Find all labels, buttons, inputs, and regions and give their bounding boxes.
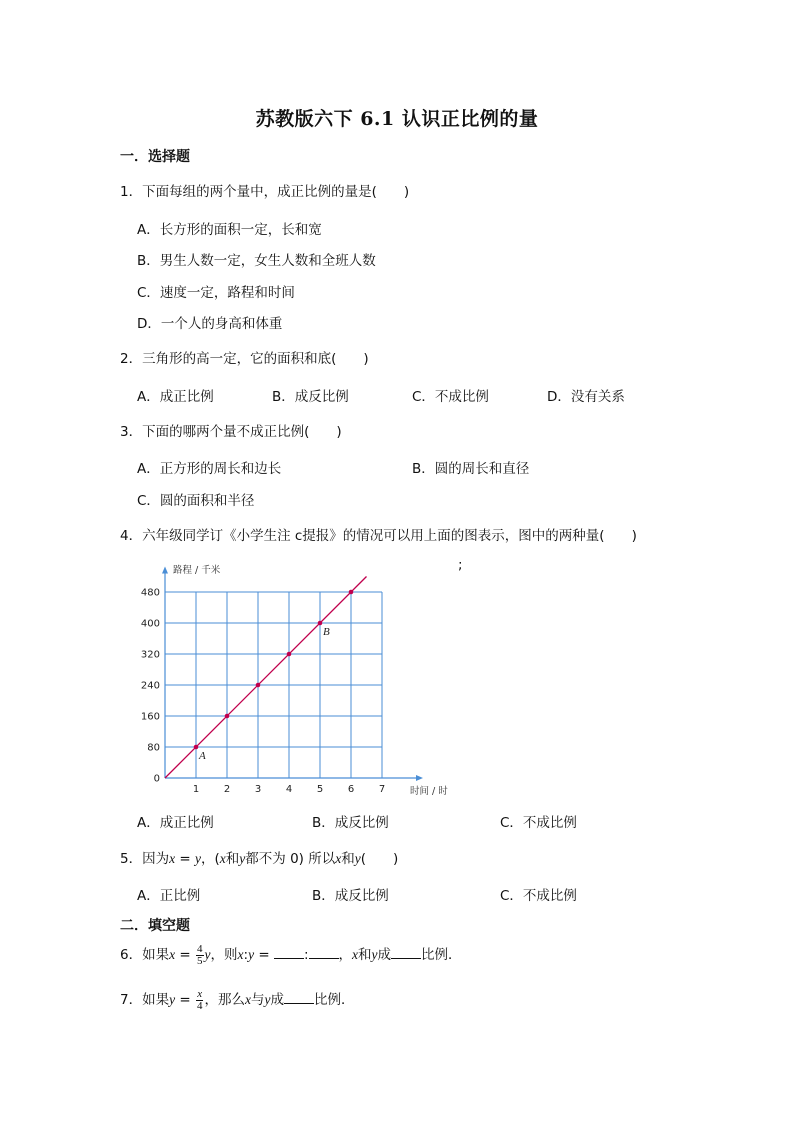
- data-point: [225, 714, 230, 719]
- x-tick-label: 7: [378, 784, 386, 795]
- data-point: [318, 621, 323, 626]
- q5-option-a: A．正比例: [137, 888, 201, 904]
- q5-text-1: 5．因为: [120, 851, 170, 867]
- q2-option-d: D．没有关系: [547, 389, 625, 405]
- y-tick-label: 400: [140, 618, 160, 630]
- q1-option-a: A．长方形的面积一定，长和宽: [137, 222, 322, 238]
- data-point: [256, 683, 261, 688]
- q6-text-3: 成: [377, 947, 392, 963]
- q2-option-b: B．成反比例: [272, 389, 349, 405]
- point-label: A: [199, 750, 206, 762]
- q6-var-x-2: x: [237, 947, 244, 962]
- q7-fraction-num: x: [197, 987, 203, 1000]
- q3-option-b: B．圆的周长和直径: [412, 461, 530, 477]
- q6-blank-3[interactable]: [391, 946, 421, 959]
- q1-option-b: B．男生人数一定，女生人数和全班人数: [137, 253, 376, 269]
- q6-var-y-2: y: [248, 947, 255, 962]
- x-tick-label: 1: [192, 784, 200, 795]
- q5-var-y-2: y: [239, 851, 246, 866]
- q6-var-x: x: [169, 947, 176, 962]
- q7-fraction-den: 4: [197, 999, 203, 1012]
- q6-var-x-3: x: [352, 947, 359, 962]
- q3-option-a: A．正方形的周长和边长: [137, 461, 282, 477]
- y-tick-label: 240: [140, 680, 160, 692]
- q7-text-2: ，那么: [204, 992, 245, 1008]
- x-tick-label: 2: [223, 784, 231, 795]
- q7-text-4: 成: [270, 992, 284, 1008]
- q7-text-5: 比例．: [314, 992, 355, 1008]
- q6-text-2: ，则: [210, 947, 238, 963]
- q6-text-4: 比例．: [421, 947, 462, 963]
- q4-option-a: A．成正比例: [137, 815, 214, 831]
- section-heading-fill: 二．填空题: [120, 918, 190, 934]
- q6-blank-2[interactable]: [309, 946, 339, 959]
- question-4: 4．六年级同学订《小学生注 c提报》的情况可以用上面的图表示，图中的两种量( ): [120, 528, 637, 544]
- q6-equals-2: =: [254, 947, 274, 963]
- q5-var-x-3: x: [335, 851, 342, 866]
- q5-option-c: C．不成比例: [500, 888, 577, 904]
- q5-text-6: ( ): [360, 851, 399, 867]
- q6-var-y: y: [204, 947, 211, 962]
- q7-text-3: 与: [251, 992, 265, 1008]
- point-label: B: [323, 626, 330, 638]
- q5-text-2: ，(: [201, 851, 220, 867]
- q5-equals: =: [175, 851, 195, 867]
- q3-option-c: C．圆的面积和半径: [137, 493, 255, 509]
- q4-option-b: B．成反比例: [312, 815, 389, 831]
- distance-time-chart: [140, 552, 470, 800]
- y-tick-label: 80: [147, 742, 160, 754]
- q2-option-c: C．不成比例: [412, 389, 489, 405]
- q7-var-y: y: [169, 992, 176, 1007]
- q6-colon: :: [243, 947, 249, 963]
- x-tick-label: 3: [254, 784, 262, 795]
- y-axis-arrow: [162, 567, 168, 574]
- y-axis-label: 路程 / 千米: [173, 565, 221, 576]
- chart-tick-labels: [141, 588, 385, 796]
- question-7: [120, 986, 355, 1014]
- question-6: 6．如果x = $\frac{4}{5}$ y，则x:y = : ，x和y成 比例．: [120, 942, 462, 967]
- q5-var-x-2: x: [219, 851, 226, 866]
- x-tick-label: 6: [347, 784, 355, 795]
- y-tick-label: 480: [140, 587, 160, 599]
- q6-blank-1[interactable]: [274, 946, 304, 959]
- x-axis-arrow: [416, 775, 423, 781]
- q7-equals: =: [175, 992, 195, 1008]
- y-tick-label: 160: [140, 711, 160, 723]
- y-tick-label: 0: [153, 773, 160, 785]
- chart-axes: [162, 567, 423, 782]
- x-tick-label: 4: [285, 784, 293, 795]
- q2-option-a: A．成正比例: [137, 389, 214, 405]
- y-tick-label: 320: [140, 649, 160, 661]
- question-2: 2．三角形的高一定，它的面积和底( ): [120, 351, 369, 367]
- q6-equals: =: [175, 947, 195, 963]
- q5-option-b: B．成反比例: [312, 888, 389, 904]
- q1-option-d: D．一个人的身高和体重: [137, 316, 283, 332]
- q7-blank[interactable]: [284, 991, 314, 1004]
- question-5: [120, 847, 398, 867]
- q6-colon-2: :: [303, 947, 309, 963]
- q4-stray-mark: ;: [458, 557, 463, 573]
- chart-series: [165, 577, 367, 779]
- q6-var-y-3: y: [371, 947, 378, 962]
- q7-var-y-2: y: [264, 992, 271, 1007]
- page-title: 苏教版六下 6.1 认识正比例的量: [255, 108, 539, 130]
- chart-grid: [165, 592, 382, 778]
- q6-fraction-num: 4: [197, 942, 203, 955]
- q6-fraction: [196, 944, 204, 967]
- q4-option-c: C．不成比例: [500, 815, 577, 831]
- q7-text-1: 7．如果: [120, 992, 170, 1008]
- q5-var-x: x: [169, 851, 176, 866]
- question-3: 3．下面的哪两个量不成正比例( ): [120, 424, 342, 440]
- data-point: [287, 652, 292, 657]
- q7-fraction: [196, 989, 204, 1012]
- q5-text-4: 都不为 0) 所以: [245, 851, 336, 867]
- question-1: 1．下面每组的两个量中，成正比例的量是( ): [120, 184, 410, 200]
- q6-text-1: 6．如果: [120, 947, 170, 963]
- q5-text-5: 和: [341, 851, 355, 867]
- data-point: [349, 590, 354, 595]
- x-axis-label: 时间 / 时: [410, 786, 448, 797]
- q7-var-x: x: [245, 992, 251, 1007]
- q6-and: 和: [358, 947, 372, 963]
- x-tick-label: 5: [316, 784, 324, 795]
- q1-option-c: C．速度一定，路程和时间: [137, 285, 295, 301]
- q6-fraction-den: 5: [197, 954, 203, 967]
- q5-var-y-3: y: [354, 851, 361, 866]
- section-heading-choice: 一．选择题: [120, 149, 190, 165]
- q5-text-3: 和: [225, 851, 240, 867]
- data-point: [194, 745, 199, 750]
- q5-var-y: y: [195, 851, 201, 866]
